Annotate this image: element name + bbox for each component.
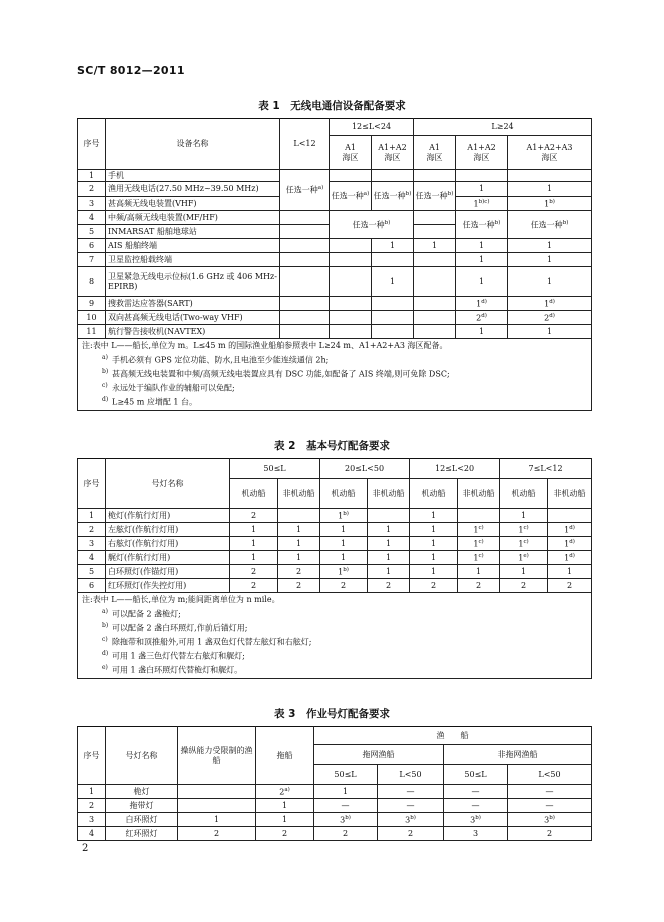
row-number: 5 (78, 565, 106, 579)
table-cell: 3$^{b)}$ (314, 813, 378, 827)
light-name: 桅灯 (106, 785, 178, 799)
table-cell (368, 509, 410, 523)
t1-r3-v2: 1$^{b)}$ (508, 197, 592, 211)
t1-r3-name: 甚高频无线电装置(VHF) (106, 197, 280, 211)
table-cell: — (508, 785, 592, 799)
t3-h-restricted: 操纵能力受限制的渔船 (178, 727, 256, 785)
table-row (78, 799, 592, 813)
table-cell: 2 (230, 509, 278, 523)
t1-r2-v2: 1 (508, 182, 592, 197)
t2-h-p1: 机动船 (230, 479, 278, 509)
t3-h-c4: L<50 (508, 765, 592, 785)
table-cell: 1 (230, 523, 278, 537)
t1-h-name: 设备名称 (106, 119, 280, 170)
table1-caption: 表 1 无线电通信设备配备要求 (258, 100, 406, 112)
table-cell: 1$^{b)}$ (320, 565, 368, 579)
table-cell: 3$^{b)}$ (378, 813, 444, 827)
t3-h-tug: 拖船 (256, 727, 314, 785)
table-cell: 1 (278, 537, 320, 551)
t1-h-a1-b: A1 海区 (414, 136, 456, 170)
light-name: 红环照灯 (106, 827, 178, 841)
table-cell: 1 (178, 813, 256, 827)
t1-r8-v1: 1 (372, 267, 414, 297)
t1-h-a1a2a3: A1+A2+A3 海区 (508, 136, 592, 170)
t1-r8-n: 8 (78, 267, 106, 297)
t1-r1-name: 手机 (106, 170, 280, 182)
table-cell: 1$^{c)}$ (500, 537, 548, 551)
row-number: 4 (78, 551, 106, 565)
table-cell: 1 (278, 523, 320, 537)
t1-r5-n: 5 (78, 225, 106, 239)
table-cell: 1 (368, 565, 410, 579)
t1-r6-v4: 1 (508, 239, 592, 253)
table-row (78, 537, 592, 551)
table-cell (178, 799, 256, 813)
t1-r6-v2: 1 (414, 239, 456, 253)
table-cell: 2 (314, 827, 378, 841)
t1-r4-n: 4 (78, 211, 106, 225)
table-cell: 2 (508, 827, 592, 841)
table-cell: 1 (458, 565, 500, 579)
table-cell: 1$^{c)}$ (458, 537, 500, 551)
table-cell: 1 (256, 813, 314, 827)
table-cell: 2 (278, 579, 320, 593)
t2-h-p2: 机动船 (320, 479, 368, 509)
t1-r2-v1: 1 (456, 182, 508, 197)
table-row (78, 813, 592, 827)
t2-note-a: a) 可以配备 2 盏桅灯; (78, 607, 592, 621)
table-cell: 1$^{b)}$ (320, 509, 368, 523)
t1-r11-v2: 1 (508, 325, 592, 339)
light-name: 红环照灯(作失控灯用) (106, 579, 230, 593)
row-number: 1 (78, 509, 106, 523)
table-cell: — (444, 799, 508, 813)
table-cell: 1 (320, 551, 368, 565)
t2-note-d: d) 可用 1 盏三色灯代替左右舷灯和艉灯; (78, 649, 592, 663)
t2-h-np3: 非机动船 (458, 479, 500, 509)
table1 (77, 118, 592, 411)
table-row (78, 785, 592, 799)
table-cell: 2 (500, 579, 548, 593)
t1-r10-v2: 2$^{d)}$ (508, 311, 592, 325)
table-cell: — (314, 799, 378, 813)
t1-r11-n: 11 (78, 325, 106, 339)
table-cell (458, 509, 500, 523)
row-number: 6 (78, 579, 106, 593)
t1-a1-choose: 任选一种$^{a)}$ (330, 182, 372, 211)
t1-r7-n: 7 (78, 253, 106, 267)
row-number: 1 (78, 785, 106, 799)
table-cell: 1 (410, 537, 458, 551)
t1-r7-v2: 1 (508, 253, 592, 267)
table3-caption: 表 3 作业号灯配备要求 (274, 708, 390, 720)
t1-a1a2-choose: 任选一种$^{b)}$ (372, 182, 414, 211)
light-name: 拖带灯 (106, 799, 178, 813)
t1-r4-name: 中频/高频无线电装置(MF/HF) (106, 211, 280, 225)
table-cell: 1 (320, 537, 368, 551)
t1-lt12-choose: 任选一种$^{a)}$ (280, 170, 330, 211)
table-cell: 1$^{d)}$ (548, 523, 592, 537)
table-cell (548, 509, 592, 523)
t2-h-p4: 机动船 (500, 479, 548, 509)
table-cell: 2 (320, 579, 368, 593)
table-cell: 3$^{b)}$ (508, 813, 592, 827)
table-row (78, 523, 592, 537)
table2 (77, 458, 592, 679)
standard-code: SC/T 8012—2011 (77, 64, 185, 77)
table-cell: 1 (410, 509, 458, 523)
table-cell: 1$^{d)}$ (548, 551, 592, 565)
t1-a1a2b-choose: 任选一种$^{b)}$ (456, 211, 508, 239)
t1-r2-name: 渔用无线电话(27.50 MHz~39.50 MHz) (106, 182, 280, 197)
t2-h-np1: 非机动船 (278, 479, 320, 509)
t1-r5-name: INMARSAT 船舶地球站 (106, 225, 280, 239)
t3-h-c1: 50≤L (314, 765, 378, 785)
t1-h-ge24: L≥24 (414, 119, 592, 136)
table-cell: 2 (548, 579, 592, 593)
table-cell: — (378, 785, 444, 799)
t1-r3-n: 3 (78, 197, 106, 211)
t2-h-np4: 非机动船 (548, 479, 592, 509)
t1-a1a2a3-choose: 任选一种$^{b)}$ (508, 211, 592, 239)
t1-r11-name: 航行警告接收机(NAVTEX) (106, 325, 280, 339)
table-cell: — (378, 799, 444, 813)
table-cell: 1$^{c)}$ (458, 551, 500, 565)
table-cell (178, 785, 256, 799)
t3-h-seq: 序号 (78, 727, 106, 785)
light-name: 左舷灯(作航行灯用) (106, 523, 230, 537)
table-cell: 3$^{b)}$ (444, 813, 508, 827)
t2-h-p3: 机动船 (410, 479, 458, 509)
table-cell: 1 (314, 785, 378, 799)
table-cell: 3 (444, 827, 508, 841)
t1-r6-v1: 1 (372, 239, 414, 253)
t1-h-12-24: 12≤L<24 (330, 119, 414, 136)
t2-note-main: 注:表中 L——船长,单位为 m;能间距离单位为 n mile。 (78, 593, 592, 607)
row-number: 2 (78, 799, 106, 813)
page-number: 2 (82, 843, 89, 854)
t3-h-trawl: 拖网渔船 (314, 745, 444, 765)
t1-1224-choose: 任选一种$^{b)}$ (330, 211, 414, 239)
table-cell: 2$^{a)}$ (256, 785, 314, 799)
row-number: 3 (78, 813, 106, 827)
t1-r8-v3: 1 (508, 267, 592, 297)
t1-r10-v1: 2$^{d)}$ (456, 311, 508, 325)
table-cell: 1$^{c)}$ (500, 523, 548, 537)
table-cell: 2 (230, 579, 278, 593)
row-number: 4 (78, 827, 106, 841)
t2-h-r1: 50≤L (230, 459, 320, 479)
light-name: 右舷灯(作航行灯用) (106, 537, 230, 551)
t1-r8-name: 卫星紧急无线电示位标(1.6 GHz 或 406 MHz-EPIRB) (106, 267, 280, 297)
t2-h-r3: 12≤L<20 (410, 459, 500, 479)
table-cell: 1 (368, 523, 410, 537)
table-cell: 1 (500, 565, 548, 579)
t2-h-r4: 7≤L<12 (500, 459, 592, 479)
t1-r9-n: 9 (78, 297, 106, 311)
table-cell: 1 (410, 551, 458, 565)
t1-r6-n: 6 (78, 239, 106, 253)
table-cell: 1$^{d)}$ (548, 537, 592, 551)
table-cell: 1 (410, 523, 458, 537)
t2-h-r2: 20≤L<50 (320, 459, 410, 479)
row-number: 3 (78, 537, 106, 551)
table-cell: 1 (548, 565, 592, 579)
t3-h-name: 号灯名称 (106, 727, 178, 785)
t3-h-fishing: 渔 船 (314, 727, 592, 745)
light-name: 桅灯(作航行灯用) (106, 509, 230, 523)
t3-h-c3: 50≤L (444, 765, 508, 785)
table-cell: 2 (230, 565, 278, 579)
t1-h-a1: A1 海区 (330, 136, 372, 170)
t1-r9-v1: 1$^{d)}$ (456, 297, 508, 311)
table-cell: 1$^{c)}$ (458, 523, 500, 537)
table-cell: 1 (230, 551, 278, 565)
t1-note-c: c) 永远处于编队作业的辅船可以免配; (78, 381, 592, 395)
t1-h-seq: 序号 (78, 119, 106, 170)
light-name: 艉灯(作航行灯用) (106, 551, 230, 565)
t1-h-a1a2-b: A1+A2 海区 (456, 136, 508, 170)
table-cell: 2 (256, 827, 314, 841)
table-cell: 2 (378, 827, 444, 841)
light-name: 白环照灯(作锚灯用) (106, 565, 230, 579)
t1-r10-name: 双向甚高频无线电话(Two-way VHF) (106, 311, 280, 325)
row-number: 2 (78, 523, 106, 537)
t1-r1-n: 1 (78, 170, 106, 182)
t1-note-main: 注:表中 L——船长,单位为 m。L≤45 m 的国际渔业船舶参照表中 L≥24 m、A1+A2+A3 海区配备。 (78, 339, 592, 353)
table3 (77, 726, 592, 841)
t2-note-b: b) 可以配备 2 盏白环照灯,作前后锚灯用; (78, 621, 592, 635)
t1-r8-v2: 1 (456, 267, 508, 297)
t1-r9-v2: 1$^{d)}$ (508, 297, 592, 311)
t1-note-d: d) L≥45 m 应增配 1 台。 (78, 395, 592, 411)
table-cell: 2 (178, 827, 256, 841)
t1-r6-name: AIS 船舶终端 (106, 239, 280, 253)
t1-r3-v1: $1^{b)c)}$ (456, 197, 508, 211)
t2-h-name: 号灯名称 (106, 459, 230, 509)
t1-r2-n: 2 (78, 182, 106, 197)
table-cell (278, 509, 320, 523)
table-cell: 1 (256, 799, 314, 813)
t3-h-c2: L<50 (378, 765, 444, 785)
table-cell: — (444, 785, 508, 799)
t1-r6-v3: 1 (456, 239, 508, 253)
t2-h-np2: 非机动船 (368, 479, 410, 509)
table-cell: 2 (410, 579, 458, 593)
t1-r7-name: 卫星监控船载终端 (106, 253, 280, 267)
table-row (78, 827, 592, 841)
table-cell: 1 (368, 537, 410, 551)
table-cell: 2 (368, 579, 410, 593)
table-row (78, 579, 592, 593)
table-row (78, 551, 592, 565)
t1-r10-n: 10 (78, 311, 106, 325)
table-cell: 1 (230, 537, 278, 551)
t2-note-c: c) 除拖带和顶推船外,可用 1 盏双色灯代替左舷灯和右舷灯; (78, 635, 592, 649)
t3-h-nontrawl: 非拖网渔船 (444, 745, 592, 765)
t1-r7-v1: 1 (456, 253, 508, 267)
t1-note-a: a) 手机必须有 GPS 定位功能、防水,且电池至少能连续通信 2h; (78, 353, 592, 367)
t1-r9-name: 搜救雷达应答器(SART) (106, 297, 280, 311)
t1-r11-v1: 1 (456, 325, 508, 339)
t1-h-lt12: L<12 (280, 119, 330, 170)
table-cell: 1 (278, 551, 320, 565)
table-cell: — (508, 799, 592, 813)
table-cell: 1 (410, 565, 458, 579)
t1-h-a1a2: A1+A2 海区 (372, 136, 414, 170)
t2-note-e: e) 可用 1 盏白环照灯代替桅灯和艉灯。 (78, 663, 592, 679)
t2-h-seq: 序号 (78, 459, 106, 509)
table-cell: 1 (368, 551, 410, 565)
table-cell: 2 (278, 565, 320, 579)
table-cell: 1 (500, 509, 548, 523)
table-cell: 2 (458, 579, 500, 593)
table2-caption: 表 2 基本号灯配备要求 (274, 440, 390, 452)
table-row (78, 509, 592, 523)
t1-a1b-choose: 任选一种$^{b)}$ (414, 182, 456, 211)
table-cell: 1$^{e)}$ (500, 551, 548, 565)
table-cell: 1 (320, 523, 368, 537)
light-name: 白环照灯 (106, 813, 178, 827)
table-row (78, 565, 592, 579)
t1-note-b: b) 甚高频无线电装置和中频/高频无线电装置应具有 DSC 功能,如配备了 AIS 终端,则可免除 DSC; (78, 367, 592, 381)
